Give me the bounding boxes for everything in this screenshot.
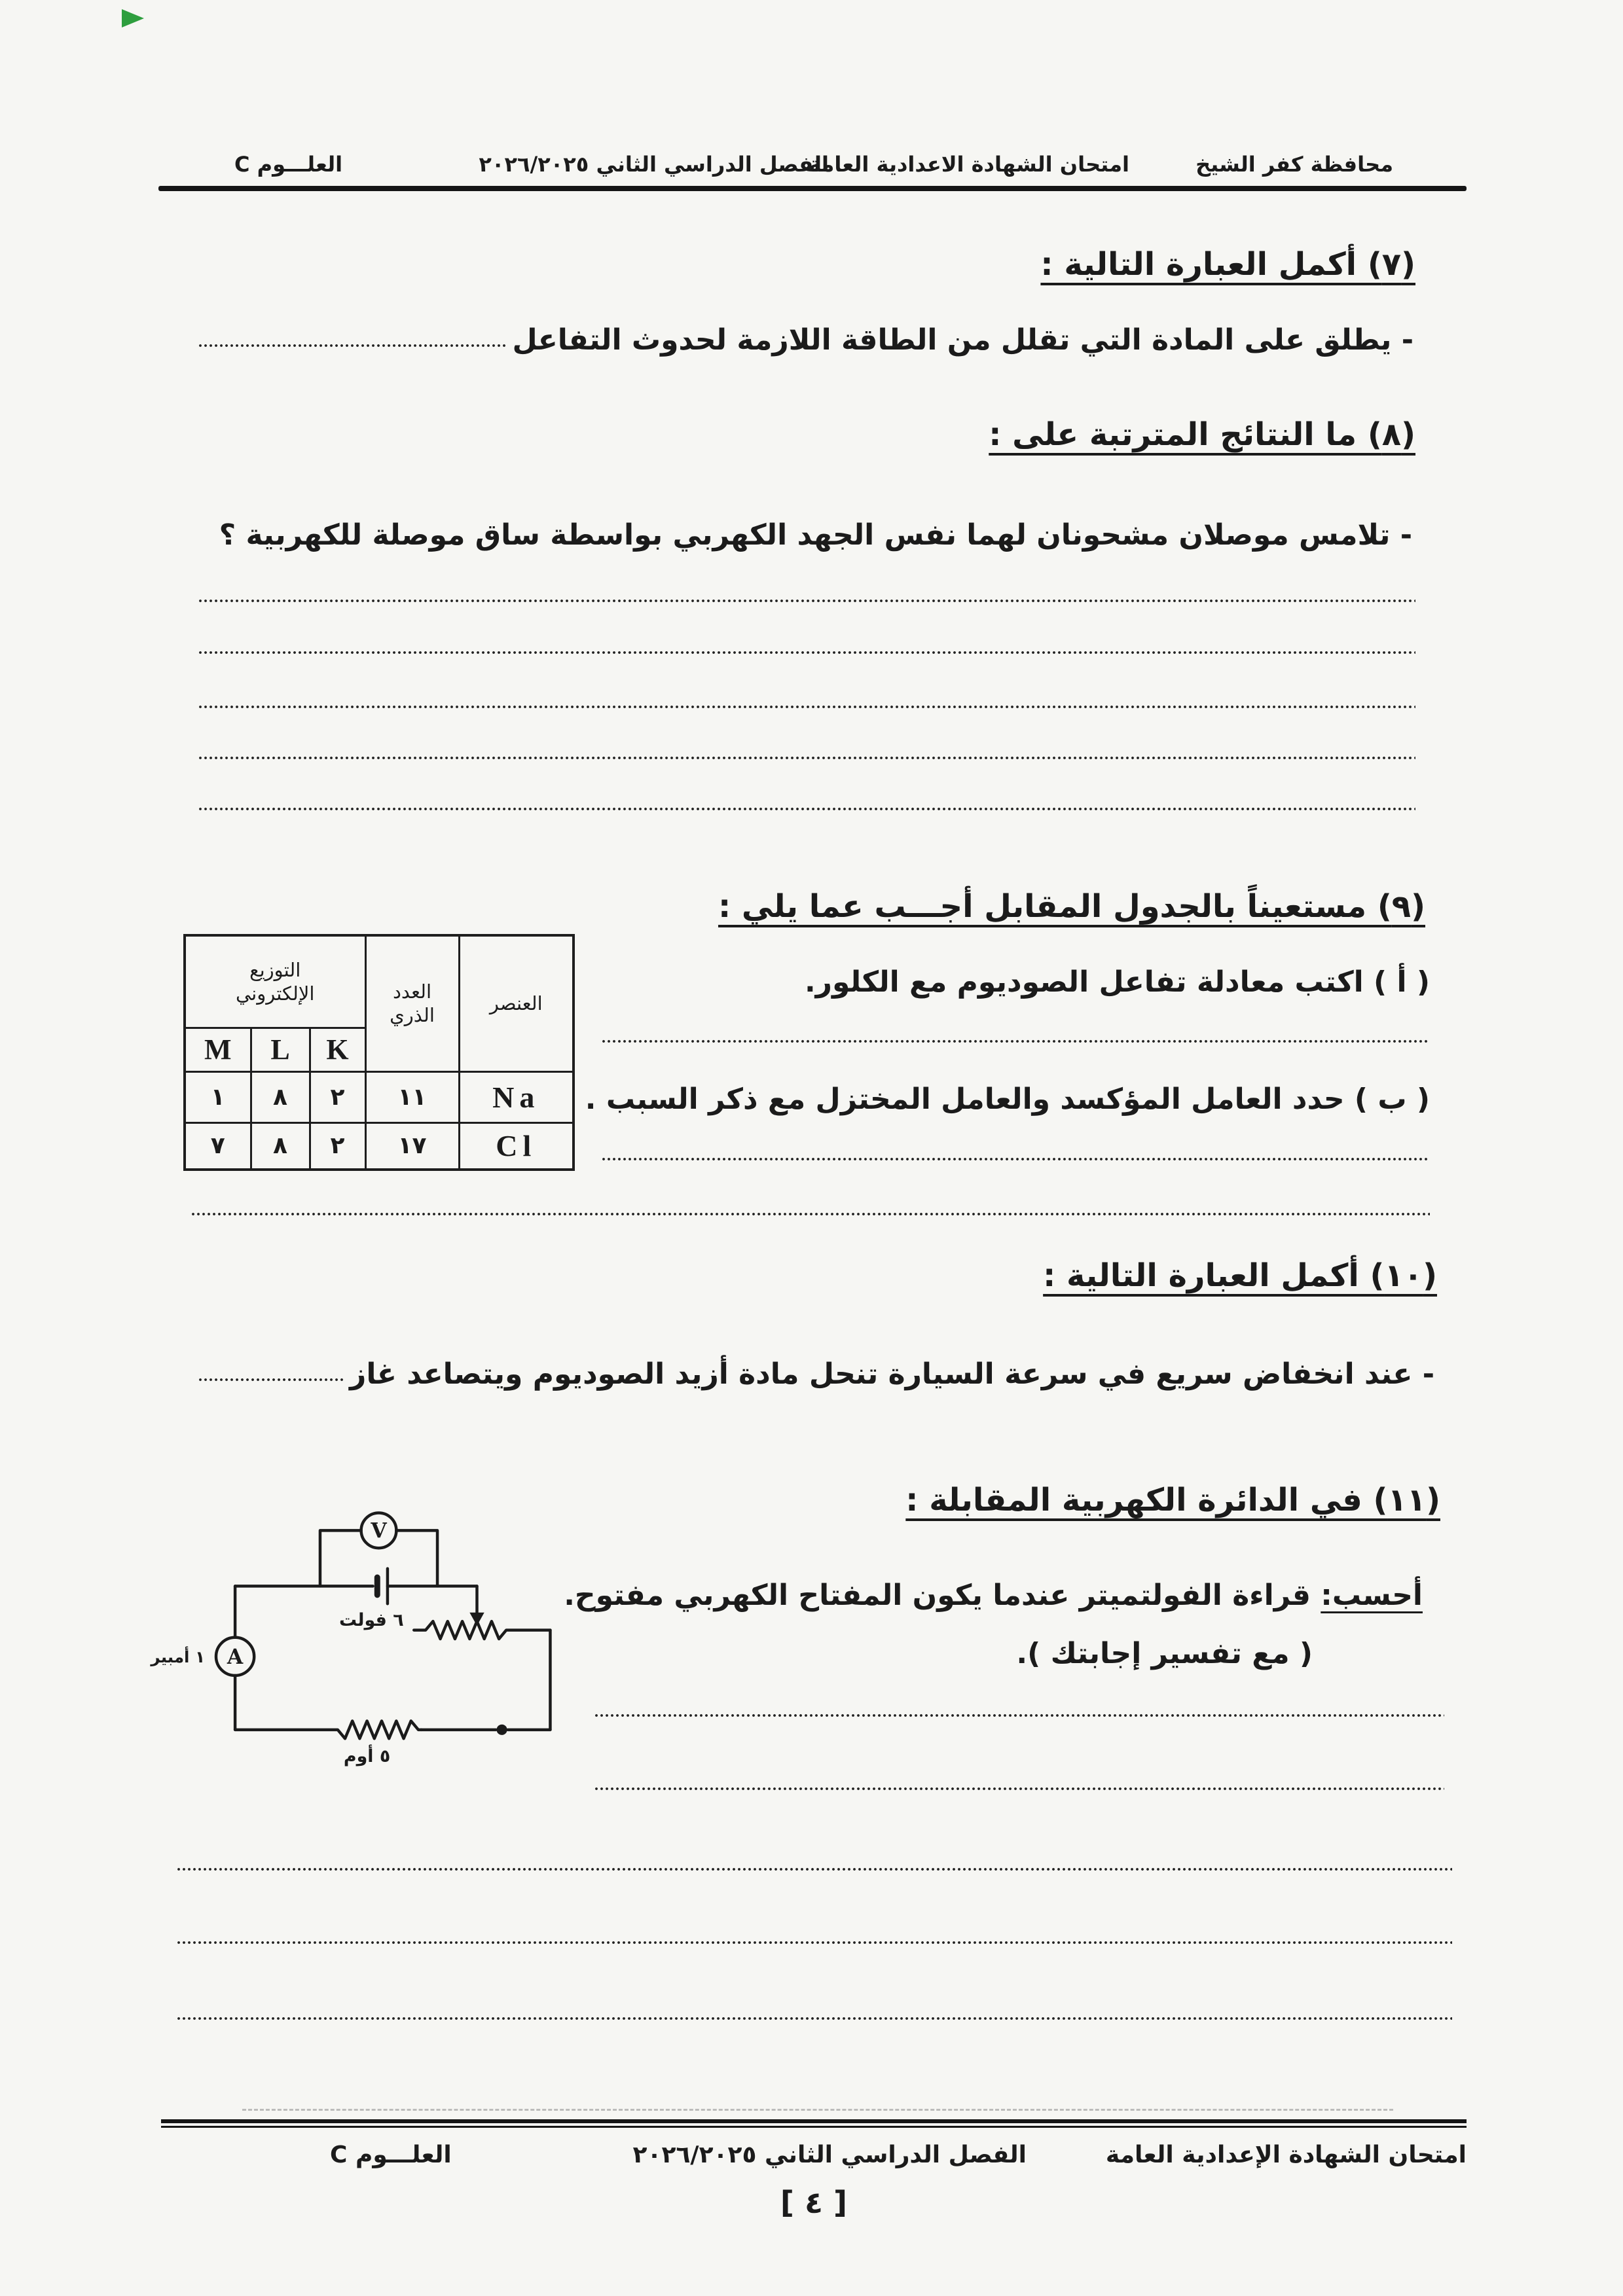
circuit-diagram — [132, 1510, 558, 1774]
header-term: الفصل الدراسي الثاني ٢٠٢٦/٢٠٢٥ — [479, 152, 829, 177]
answer-line — [198, 756, 1415, 760]
q10-title: (١٠) أكمل العبارة التالية : — [1043, 1257, 1437, 1294]
header-governorate: محافظة كفر الشيخ — [1195, 152, 1393, 177]
q8-title: (٨) ما النتائج المترتبة على : — [989, 416, 1415, 453]
answer-line — [198, 705, 1415, 709]
header-element: العنصر — [459, 935, 574, 1071]
answer-line — [198, 651, 1415, 655]
q10-statement-row — [198, 1357, 1434, 1391]
ammeter-label: ١ أمبير — [151, 1647, 206, 1666]
answer-blank — [198, 344, 508, 348]
resistor-label: ٥ أوم — [343, 1746, 391, 1767]
answer-line — [601, 1157, 1430, 1161]
table-row — [185, 1122, 574, 1170]
element-symbol: Na — [459, 1071, 574, 1122]
header-configuration — [185, 935, 365, 1028]
header-atomic-number-label: العدد الذري — [390, 980, 435, 1027]
page-number: [ ٤ ] — [780, 2185, 848, 2220]
shell-k-count: ٢ — [310, 1071, 365, 1122]
footer-subject: العلـــوم C — [330, 2142, 452, 2168]
answer-line — [176, 1867, 1452, 1871]
answer-line — [176, 1941, 1452, 1945]
header-subject: العلـــوم C — [234, 152, 343, 177]
q8-statement: - تلامس موصلان مشحونان لهما نفس الجهد الكهربي بواسطة ساق موصلة للكهربية ؟ — [219, 518, 1412, 552]
rheostat-icon — [414, 1621, 550, 1639]
voltmeter-symbol: V — [371, 1519, 387, 1543]
answer-line — [601, 1039, 1430, 1043]
q9-part-b: ( ب ) حدد العامل المؤكسد والعامل المختزل مع ذكر السبب . — [585, 1083, 1430, 1116]
key-switch-icon — [497, 1725, 507, 1735]
shell-k-count: ٢ — [310, 1122, 365, 1170]
faint-dashed-rule — [242, 2109, 1393, 2111]
ammeter-symbol: A — [227, 1645, 244, 1670]
resistor-icon — [235, 1721, 421, 1738]
shell-m-count: ١ — [185, 1071, 251, 1122]
footer-exam: امتحان الشهادة الإعدادية العامة — [1105, 2142, 1467, 2168]
table-header-row — [185, 935, 574, 1028]
answer-line — [198, 807, 1415, 811]
table-row — [185, 1071, 574, 1122]
header-configuration-label: التوزيع الإلكتروني — [236, 958, 315, 1005]
answer-line — [176, 2017, 1452, 2020]
answer-line — [594, 1787, 1444, 1791]
answer-line — [198, 599, 1415, 603]
q7-title: (٧) أكمل العبارة التالية : — [1040, 246, 1415, 283]
q7-statement: - يطلق على المادة التي تقلل من الطاقة اللازمة لحدوث التفاعل — [512, 323, 1413, 357]
q11-instruction: قراءة الفولتميتر عندما يكون المفتاح الكهربي مفتوح. — [564, 1579, 1321, 1612]
corner-mark — [122, 9, 144, 27]
battery-label: ٦ فولت — [338, 1609, 404, 1630]
answer-blank — [198, 1378, 346, 1382]
answer-line — [594, 1713, 1444, 1717]
q11-instruction-line — [564, 1579, 1423, 1612]
footer-rule — [161, 2119, 1467, 2128]
header-rule — [158, 186, 1467, 191]
shell-m: M — [185, 1028, 251, 1071]
slider-arrow-icon — [469, 1613, 484, 1626]
q9-title: (٩) مستعيناً بالجدول المقابل أجـــب عما يلي : — [718, 888, 1425, 925]
atomic-number: ١٧ — [365, 1122, 459, 1170]
shell-l-count: ٨ — [251, 1071, 310, 1122]
header-exam: امتحان الشهادة الاعدادية العامة — [809, 152, 1129, 177]
q11-instruction-label: أحسب: — [1321, 1579, 1423, 1612]
footer-term: الفصل الدراسي الثاني ٢٠٢٦/٢٠٢٥ — [632, 2142, 1027, 2168]
elements-table — [183, 934, 575, 1171]
answer-line — [191, 1212, 1430, 1216]
q10-statement: - عند انخفاض سريع في سرعة السيارة تنحل مادة أزيد الصوديوم ويتصاعد غاز — [349, 1357, 1434, 1391]
header-atomic-number — [365, 935, 459, 1071]
shell-k: K — [310, 1028, 365, 1071]
q7-statement-row — [198, 323, 1413, 357]
element-symbol: Cl — [459, 1122, 574, 1170]
atomic-number: ١١ — [365, 1071, 459, 1122]
shell-l-count: ٨ — [251, 1122, 310, 1170]
shell-l: L — [251, 1028, 310, 1071]
q11-title: (١١) في الدائرة الكهربية المقابلة : — [905, 1482, 1440, 1518]
q9-part-a: ( أ ) اكتب معادلة تفاعل الصوديوم مع الكلور. — [804, 965, 1430, 999]
shell-m-count: ٧ — [185, 1122, 251, 1170]
q11-note: ( مع تفسير إجابتك ). — [1016, 1637, 1313, 1670]
